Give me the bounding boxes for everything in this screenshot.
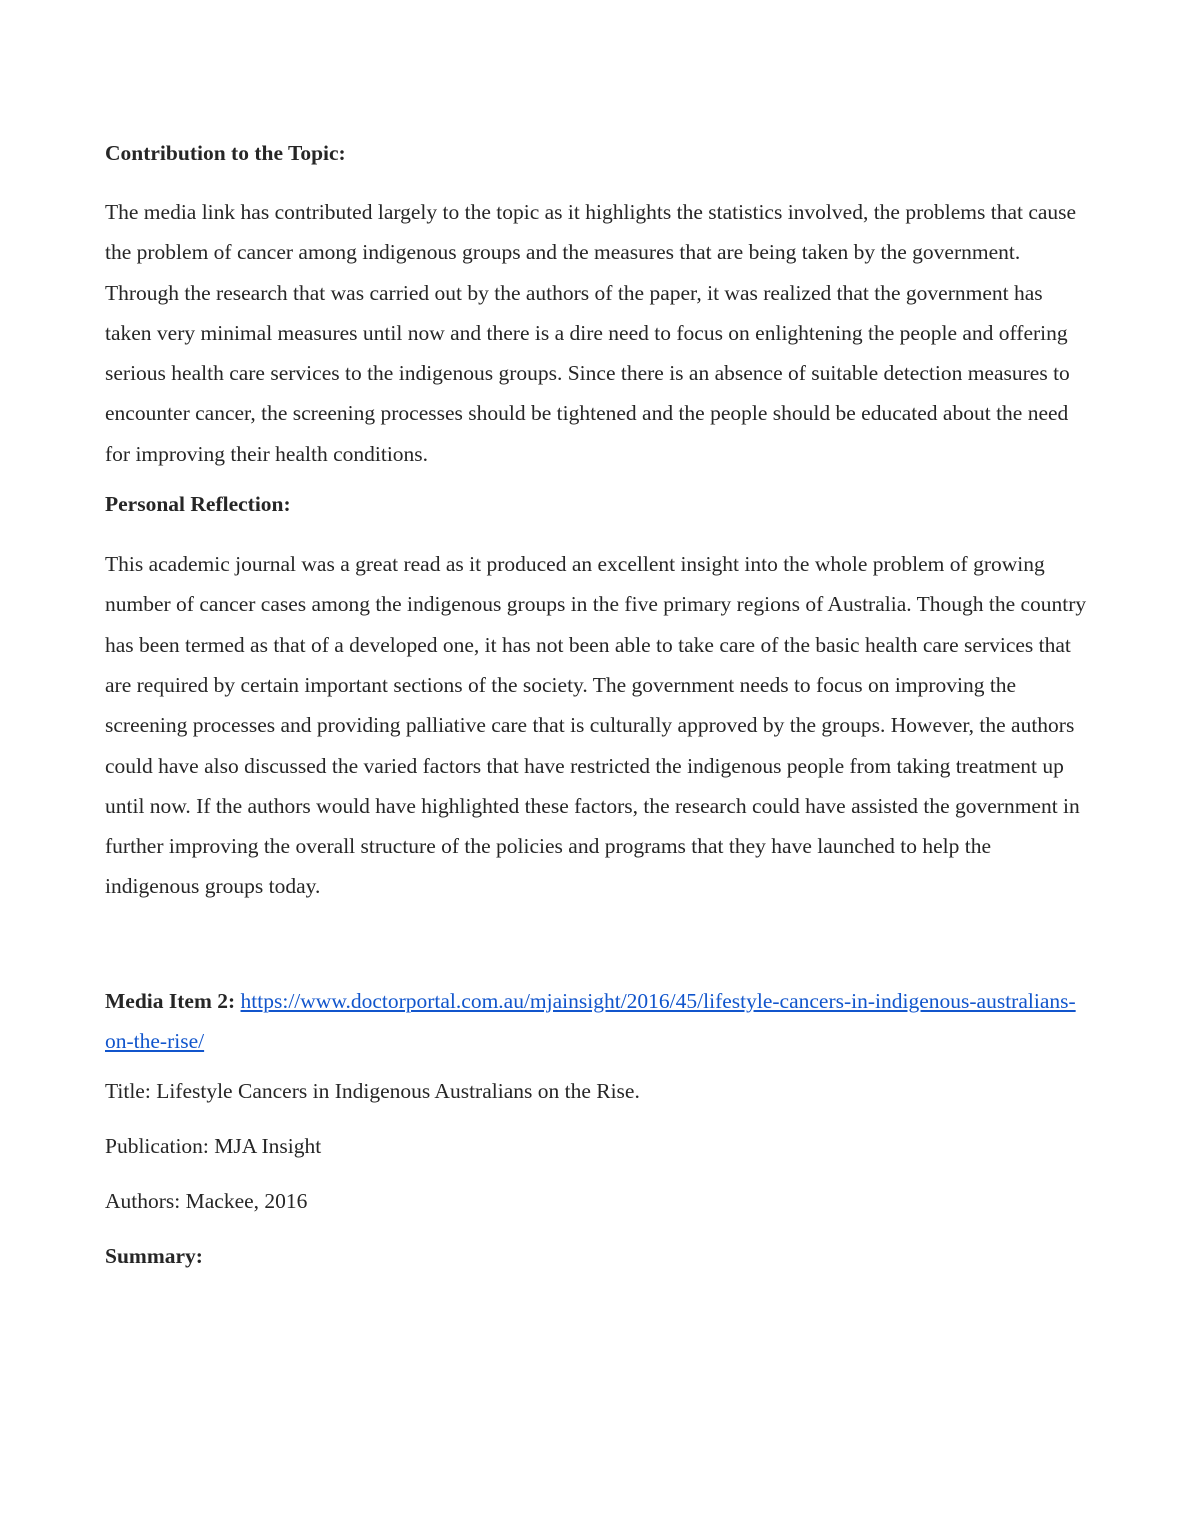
contribution-heading: Contribution to the Topic: (105, 141, 346, 165)
media-authors-line: Authors: Mackee, 2016 (105, 1189, 308, 1214)
media-publication-line: Publication: MJA Insight (105, 1134, 322, 1159)
contribution-paragraph: The media link has contributed largely to the topic as it highlights the statistics involved, the problems that cause the problem of cancer among indigenous groups and the measures that are being taken by the government. Through the research that was carried out by the authors of the paper, it was realized that the government has taken very minimal measures until now and there is a dire need to focus on enlightening the people and offering serious health care services to the indigenous groups. Since there is an absence of suitable detection measures to encounter cancer, the screening processes should be tightened and the people should be educated about the need for improving their health conditions. (105, 200, 1077, 466)
document-body (105, 138, 1090, 1272)
summary-heading: Summary: (105, 1244, 203, 1269)
reflection-heading: Personal Reflection: (105, 492, 291, 517)
media-item-link[interactable]: https://www.doctorportal.com.au/mjainsight/2016/45/lifestyle-cancers-in-indigenous-australians-on-the-rise/ (105, 988, 1076, 1054)
media-title-line: Title: Lifestyle Cancers in Indigenous Australians on the Rise. (105, 1079, 640, 1104)
reflection-paragraph: This academic journal was a great read as it produced an excellent insight into the whole problem of growing number of cancer cases among the indigenous groups in the five primary regions of Australia. Though the country has been termed as that of a developed one, it has not been able to take care of the basic health care services that are required by certain important sections of the society. The government needs to focus on improving the screening processes and providing palliative care that is culturally approved by the groups. However, the authors could have also discussed the varied factors that have restricted the indigenous people from taking treatment up until now. If the authors would have highlighted these factors, the research could have assisted the government in further improving the overall structure of the policies and programs that they have launched to help the indigenous groups today. (105, 552, 1087, 899)
media-item-line (105, 981, 1090, 1062)
media-item-label: Media Item 2: (105, 988, 236, 1013)
